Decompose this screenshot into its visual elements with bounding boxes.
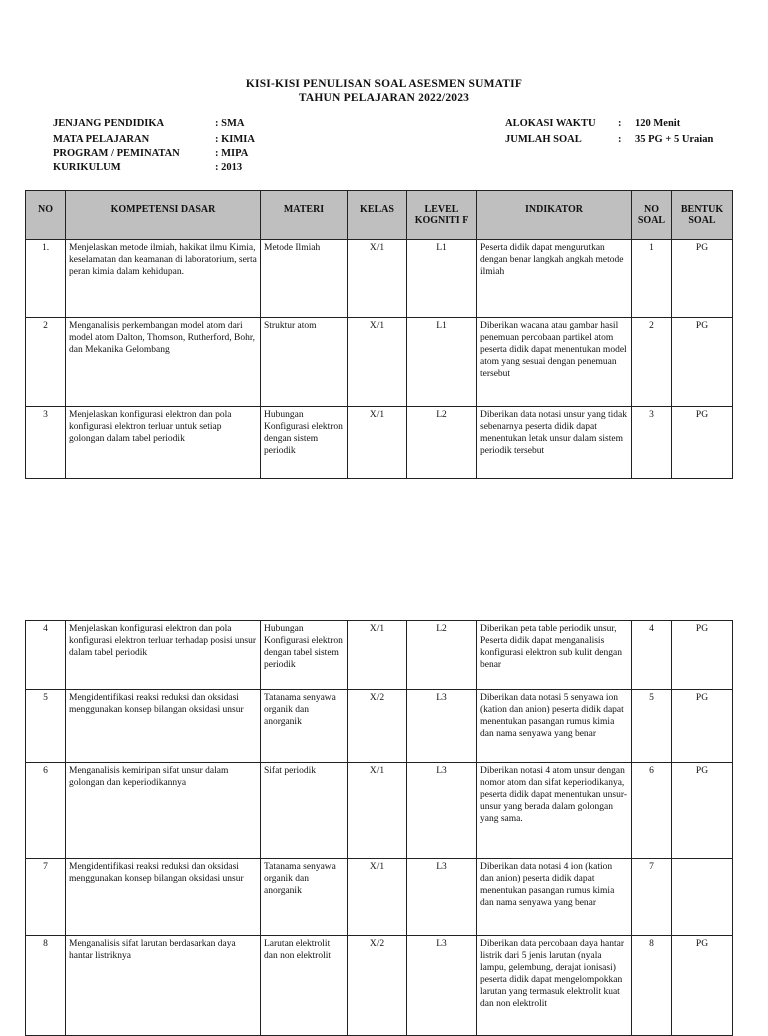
meta-label-kurikulum: KURIKULUM — [53, 162, 121, 173]
table-row — [26, 936, 733, 1036]
table-row — [26, 240, 733, 318]
cell-bentuk: PG — [672, 240, 733, 318]
meta-value-kurikulum: : 2013 — [215, 162, 243, 173]
meta-label-jenjang: JENJANG PENDIDIKA — [53, 118, 165, 129]
cell-indikator: Diberikan data percobaan daya hantar listrik dari 5 jenis larutan (nyala lampu, gelembung, derajat ionisasi) peserta didik dapat mengelompokkan larutan yang termasuk elektrolit kuat dan non elektrolit — [477, 936, 632, 1036]
cell-kelas: X/2 — [348, 690, 407, 763]
col-header-materi: MATERI — [261, 191, 348, 240]
cell-bentuk: PG — [672, 318, 733, 407]
cell-indikator: Diberikan notasi 4 atom unsur dengan nomor atom dan sifat keperiodikanya, peserta didik dapat menentukan unsur-unsur yang berada dalam golongan yang sama. — [477, 763, 632, 859]
table-row — [26, 859, 733, 936]
cell-kelas: X/1 — [348, 240, 407, 318]
cell-level: L1 — [407, 240, 477, 318]
meta-value-program: : MIPA — [215, 148, 249, 159]
col-header-bentuk: BENTUK SOAL — [672, 191, 733, 240]
cell-no: 8 — [26, 936, 66, 1036]
cell-no: 4 — [26, 621, 66, 690]
col-header-level: LEVEL KOGNITI F — [407, 191, 477, 240]
meta-value-alokasi: 120 Menit — [635, 118, 681, 129]
cell-materi: Metode Ilmiah — [261, 240, 348, 318]
meta-value-jenjang: : SMA — [215, 118, 245, 129]
cell-kd: Mengidentifikasi reaksi reduksi dan oksidasi menggunakan konsep bilangan oksidasi unsur — [66, 859, 261, 936]
cell-kd: Menganalisis kemiripan sifat unsur dalam golongan dan keperiodikannya — [66, 763, 261, 859]
cell-bentuk: PG — [672, 407, 733, 479]
cell-materi: Larutan elektrolit dan non elektrolit — [261, 936, 348, 1036]
cell-kelas: X/1 — [348, 621, 407, 690]
cell-no-soal: 8 — [632, 936, 672, 1036]
cell-no: 1. — [26, 240, 66, 318]
cell-kd: Menganalisis perkembangan model atom dari model atom Dalton, Thomson, Rutherford, Bohr, dan Mekanika Gelombang — [66, 318, 261, 407]
cell-no: 7 — [26, 859, 66, 936]
cell-kd: Menjelaskan konfigurasi elektron dan pola konfigurasi elektron terluar terhadap posisi unsur dalam tabel periodik — [66, 621, 261, 690]
cell-level: L2 — [407, 407, 477, 479]
col-header-indikator: INDIKATOR — [477, 191, 632, 240]
cell-level: L3 — [407, 763, 477, 859]
cell-kelas: X/1 — [348, 407, 407, 479]
cell-materi: Hubungan Konfigurasi elektron dengan sistem periodik — [261, 407, 348, 479]
table-row — [26, 763, 733, 859]
col-header-kompetensi: KOMPETENSI DASAR — [66, 191, 261, 240]
cell-indikator: Diberikan data notasi 4 ion (kation dan anion) peserta didik dapat menentukan pasangan rumus kimia dan nama senyawa yang benar — [477, 859, 632, 936]
meta-label-jumlah: JUMLAH SOAL — [505, 134, 582, 145]
cell-no-soal: 6 — [632, 763, 672, 859]
col-header-kelas: KELAS — [348, 191, 407, 240]
cell-indikator: Diberikan data notasi 5 senyawa ion (kation dan anion) peserta didik dapat menentukan pasangan rumus kimia dan nama senyawa yang benar — [477, 690, 632, 763]
table-row — [26, 318, 733, 407]
cell-no-soal: 3 — [632, 407, 672, 479]
cell-level: L3 — [407, 936, 477, 1036]
cell-kelas: X/1 — [348, 763, 407, 859]
cell-no: 6 — [26, 763, 66, 859]
cell-indikator: Peserta didik dapat mengurutkan dengan benar langkah angkah metode ilmiah — [477, 240, 632, 318]
cell-bentuk: PG — [672, 936, 733, 1036]
table-row — [26, 690, 733, 763]
kisi-table-2 — [25, 620, 733, 1036]
kisi-table-1 — [25, 190, 733, 479]
cell-materi: Tatanama senyawa organik dan anorganik — [261, 859, 348, 936]
cell-kelas: X/1 — [348, 318, 407, 407]
cell-no-soal: 1 — [632, 240, 672, 318]
cell-kelas: X/1 — [348, 859, 407, 936]
table-row — [26, 407, 733, 479]
cell-no-soal: 2 — [632, 318, 672, 407]
meta-colon-alokasi: : — [618, 118, 622, 129]
col-header-no-soal: NO SOAL — [632, 191, 672, 240]
document-title: KISI-KISI PENULISAN SOAL ASESMEN SUMATIF — [245, 78, 523, 90]
cell-no-soal: 5 — [632, 690, 672, 763]
cell-indikator: Diberikan wacana atau gambar hasil penemuan percobaan partikel atom peserta didik dapat menentukan model atom yang sesuai dengan penemuan tersebut — [477, 318, 632, 407]
col-header-no: NO — [26, 191, 66, 240]
cell-materi: Struktur atom — [261, 318, 348, 407]
meta-label-alokasi: ALOKASI WAKTU — [505, 118, 596, 129]
cell-no-soal: 7 — [632, 859, 672, 936]
meta-label-mapel: MATA PELAJARAN — [53, 134, 150, 145]
cell-kd: Menganalisis sifat larutan berdasarkan daya hantar listriknya — [66, 936, 261, 1036]
document-subtitle: TAHUN PELAJARAN 2022/2023 — [298, 92, 470, 104]
table-row — [26, 621, 733, 690]
meta-label-program: PROGRAM / PEMINATAN — [53, 148, 180, 159]
cell-bentuk: PG — [672, 690, 733, 763]
cell-materi: Tatanama senyawa organik dan anorganik — [261, 690, 348, 763]
cell-kd: Mengidentifikasi reaksi reduksi dan oksidasi menggunakan konsep bilangan oksidasi unsur — [66, 690, 261, 763]
cell-no: 2 — [26, 318, 66, 407]
meta-value-jumlah: 35 PG + 5 Uraian — [635, 134, 714, 145]
cell-no: 3 — [26, 407, 66, 479]
meta-value-mapel: : KIMIA — [215, 134, 255, 145]
cell-level: L2 — [407, 621, 477, 690]
cell-kd: Menjelaskan metode ilmiah, hakikat ilmu Kimia, keselamatan dan keamanan di laboratorium, serta peran kimia dalam kehidupan. — [66, 240, 261, 318]
cell-kd: Menjelaskan konfigurasi elektron dan pola konfigurasi elektron terluar untuk setiap golongan dalam tabel periodik — [66, 407, 261, 479]
cell-level: L3 — [407, 859, 477, 936]
cell-level: L1 — [407, 318, 477, 407]
cell-kelas: X/2 — [348, 936, 407, 1036]
cell-level: L3 — [407, 690, 477, 763]
cell-bentuk: PG — [672, 621, 733, 690]
cell-indikator: Diberikan data notasi unsur yang tidak sebenarnya peserta didik dapat menentukan letak unsur dalam sistem periodik tersebut — [477, 407, 632, 479]
cell-no-soal: 4 — [632, 621, 672, 690]
cell-no: 5 — [26, 690, 66, 763]
cell-indikator: Diberikan peta table periodik unsur, Peserta didik dapat menganalisis konfigurasi elektron sub kulit dengan benar — [477, 621, 632, 690]
cell-bentuk — [672, 859, 733, 936]
cell-materi: Sifat periodik — [261, 763, 348, 859]
cell-bentuk: PG — [672, 763, 733, 859]
cell-materi: Hubungan Konfigurasi elektron dengan tabel sistem periodik — [261, 621, 348, 690]
meta-colon-jumlah: : — [618, 134, 622, 145]
